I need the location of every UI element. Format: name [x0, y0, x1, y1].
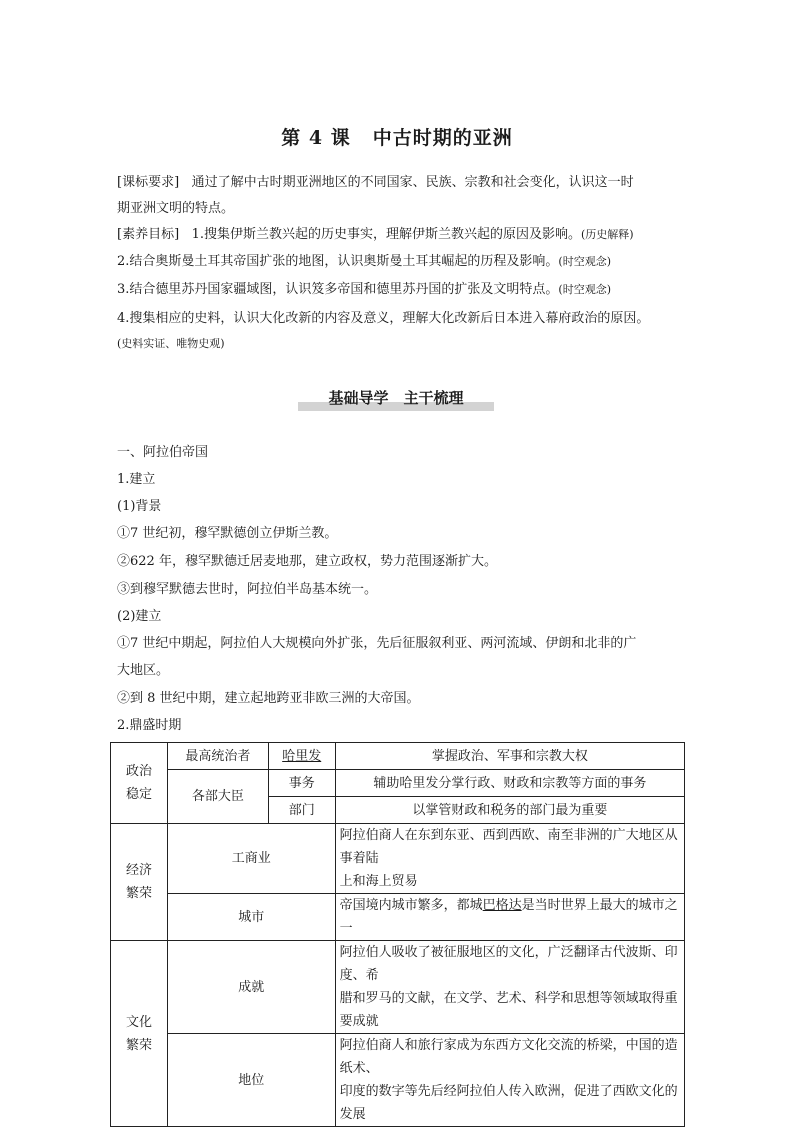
founding-item-2: ②到 8 世纪中期，建立起地跨亚非欧三洲的大帝国。: [117, 691, 420, 706]
goal-item-3: 3.结合德里苏丹国家疆域图，认识笈多帝国和德里苏丹国的扩张及文明特点。(时空观念): [117, 282, 611, 297]
golden-age-table: [110, 742, 685, 1127]
table-row: [111, 743, 685, 770]
industry-label: 工商业: [167, 824, 335, 894]
background-item-2: ②622 年，穆罕默德迁居麦地那，建立政权，势力范围逐渐扩大。: [117, 554, 497, 569]
goal-item-4-note: (史料实证、唯物史观): [117, 337, 225, 350]
goal-item-2: 2.结合奥斯曼土耳其帝国扩张的地图，认识奥斯曼土耳其崛起的历程及影响。(时空观念): [117, 254, 611, 269]
heading-golden-age: 2.鼎盛时期: [117, 718, 182, 733]
status-desc: 阿拉伯商人和旅行家成为东西方文化交流的桥梁，中国的造纸术、 印度的数字等先后经阿拉伯人传入欧洲，促进了西欧文化的发展: [335, 1034, 684, 1127]
standards-line-2: 期亚洲文明的特点。: [117, 201, 235, 216]
table-row: [111, 941, 685, 1034]
ruler-desc: 掌握政治、军事和宗教大权: [335, 743, 684, 770]
ruler-label: 最高统治者: [167, 743, 268, 770]
affairs-desc: 辅助哈里发分掌行政、财政和宗教等方面的事务: [335, 770, 684, 797]
status-label: 地位: [167, 1034, 335, 1127]
table-row: [111, 1034, 685, 1127]
background-item-1: ①7 世纪初，穆罕默德创立伊斯兰教。: [117, 526, 338, 541]
section-heading: 基础导学 主干梳理: [298, 384, 494, 412]
lesson-title: [0, 123, 794, 150]
achieve-desc: 阿拉伯人吸收了被征服地区的文化，广泛翻译古代波斯、印度、希 腊和罗马的文献，在文学、艺术、科学和思想等领域取得重要成就: [335, 941, 684, 1034]
goal-item-1: [素养目标] 1.搜集伊斯兰教兴起的历史事实，理解伊斯兰教兴起的原因及影响。(历史解释): [117, 227, 634, 242]
lesson-number: 第 4 课: [281, 127, 351, 149]
founding-item-1-cont: 大地区。: [117, 663, 170, 678]
industry-desc: 阿拉伯商人在东到东亚、西到西欧、南至非洲的广大地区从事着陆 上和海上贸易: [335, 824, 684, 894]
city-desc: 帝国境内城市繁多，都城巴格达是当时世界上最大的城市之一: [335, 894, 684, 941]
category-economy: 经济 繁荣: [111, 824, 168, 941]
dept-label: 部门: [268, 797, 335, 824]
lesson-name: 中古时期的亚洲: [372, 127, 513, 149]
founding-item-1: ①7 世纪中期起，阿拉伯人大规模向外扩张，先后征服叙利亚、两河流域、伊朗和北非的广: [117, 636, 637, 651]
goal-item-4: 4.搜集相应的史料，认识大化改新的内容及意义，理解大化改新后日本进入幕府政治的原因。: [117, 311, 650, 326]
category-politics: 政治 稳定: [111, 743, 168, 824]
achieve-label: 成就: [167, 941, 335, 1034]
table-row: [111, 770, 685, 797]
heading-establishment: 1.建立: [117, 472, 156, 487]
standards-line-1: [课标要求] 通过了解中古时期亚洲地区的不同国家、民族、宗教和社会变化，认识这一时: [117, 175, 634, 190]
heading-background: (1)背景: [117, 499, 162, 514]
heading-founding: (2)建立: [117, 609, 162, 624]
table-row: [111, 894, 685, 941]
ruler-title: 哈里发: [268, 743, 335, 770]
city-label: 城市: [167, 894, 335, 941]
dept-desc: 以掌管财政和税务的部门最为重要: [335, 797, 684, 824]
baghdad-term: 巴格达: [482, 898, 522, 913]
affairs-label: 事务: [268, 770, 335, 797]
category-culture: 文化 繁荣: [111, 941, 168, 1127]
table-row: [111, 824, 685, 894]
background-item-3: ③到穆罕默德去世时，阿拉伯半岛基本统一。: [117, 582, 378, 597]
standards-label: [课标要求]: [117, 175, 180, 190]
heading-arab-empire: 一、阿拉伯帝国: [117, 445, 209, 460]
goals-label: [素养目标]: [117, 227, 180, 242]
ministers-label: 各部大臣: [167, 770, 268, 824]
